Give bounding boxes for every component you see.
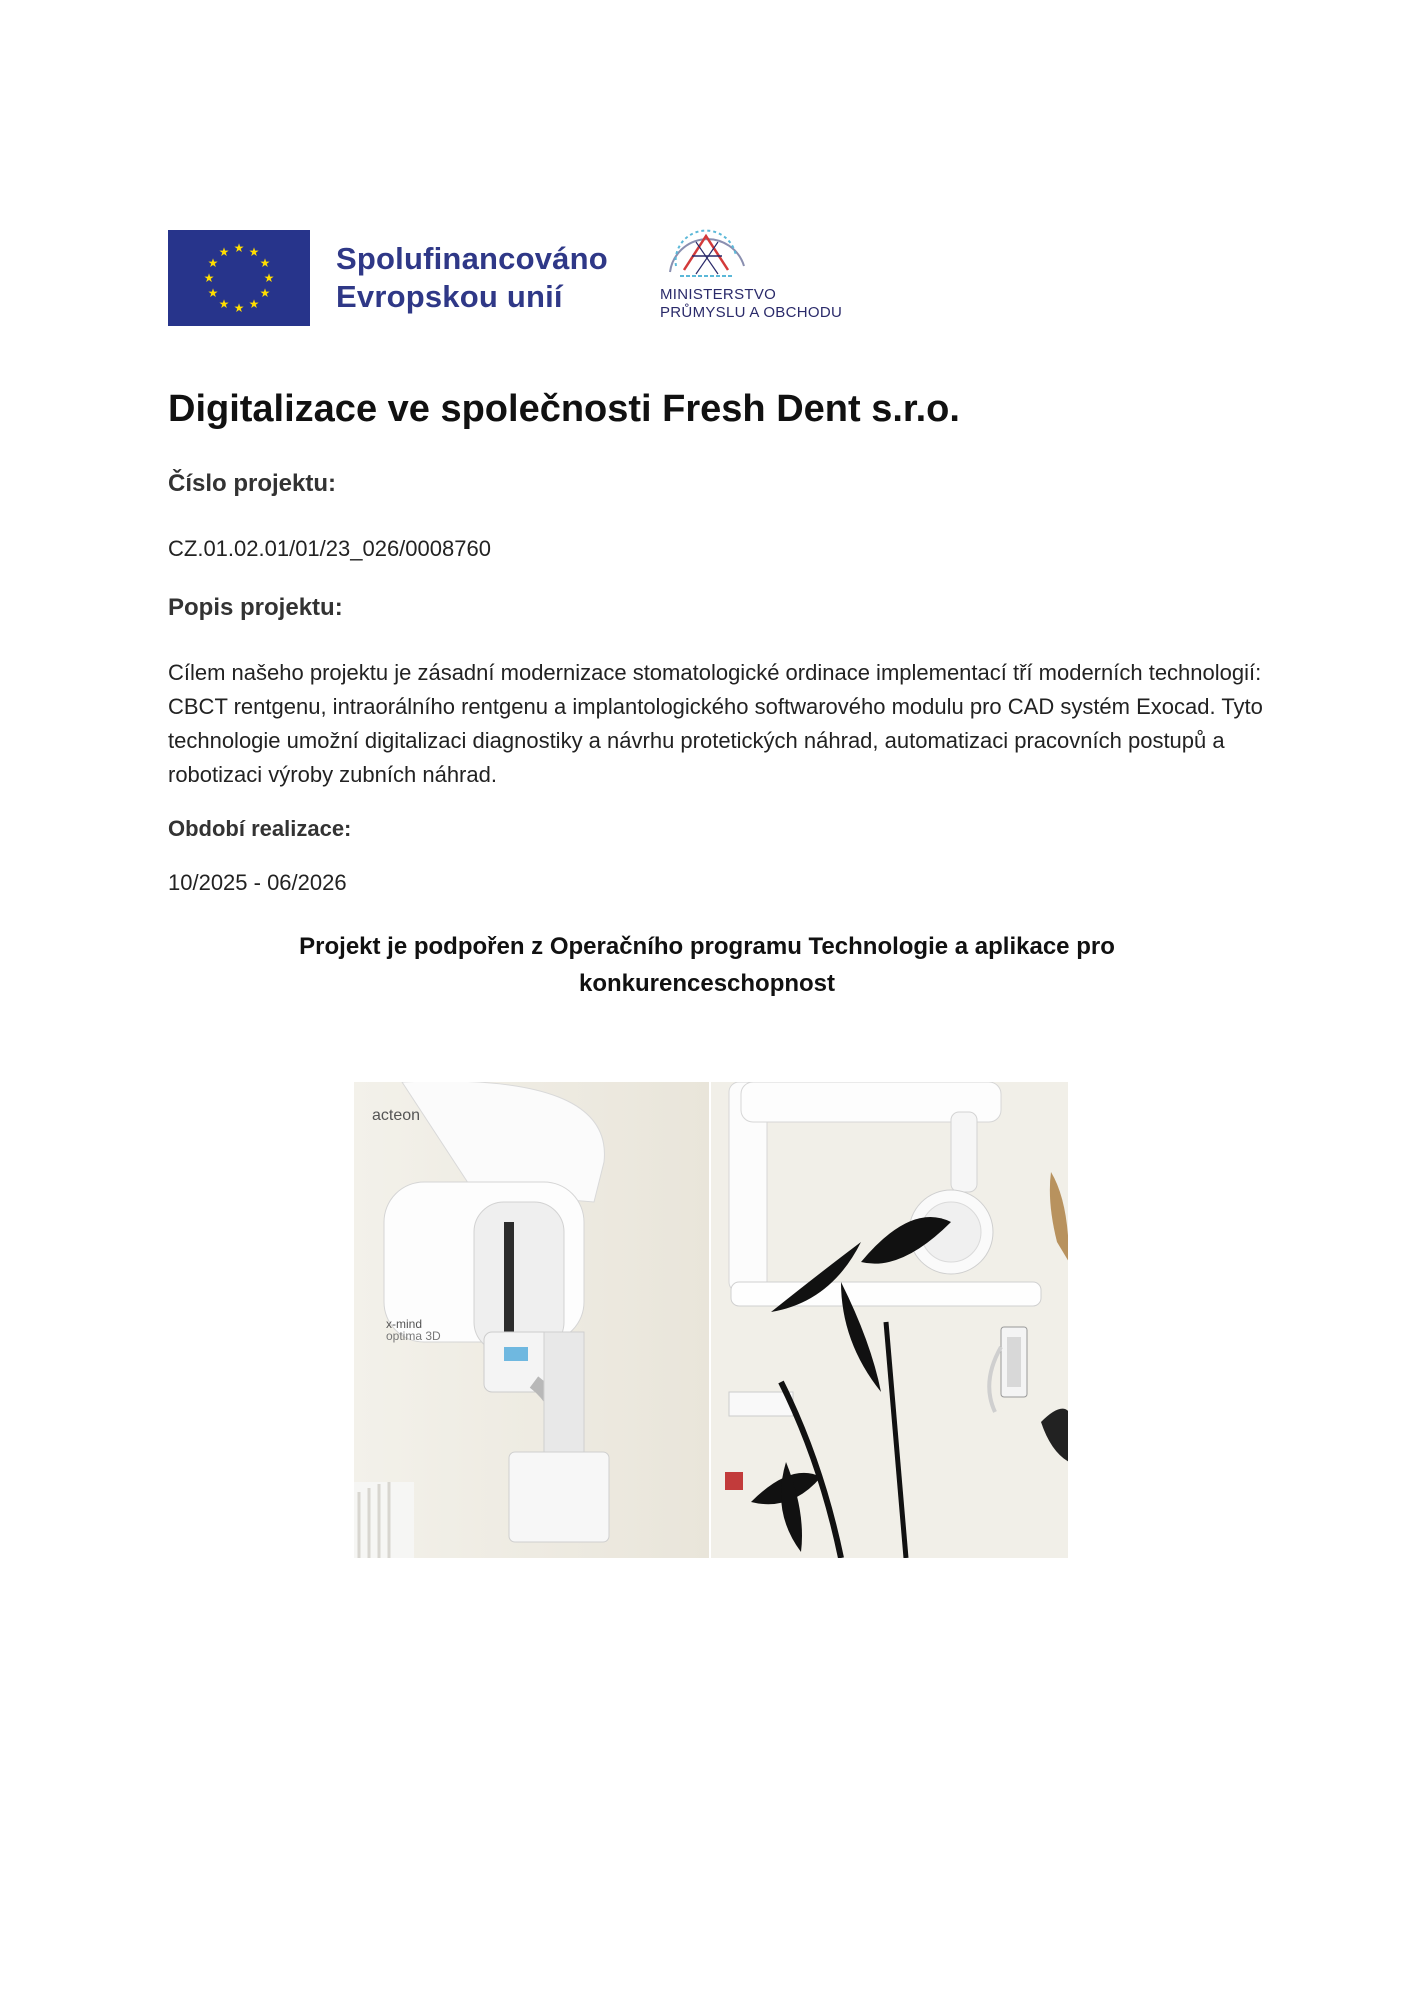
eu-star-icon: ★	[233, 241, 245, 255]
eu-star-icon: ★	[207, 286, 219, 300]
eu-star-icon: ★	[203, 271, 215, 285]
eu-cofinanced-text	[336, 240, 608, 316]
period-label: Období realizace:	[168, 816, 352, 841]
project-description: Cílem našeho projektu je zásadní modernizace stomatologické ordinace implementací tří moderních technologií: CBCT rentgenu, intraorálního rentgenu a implantologického softwarového modulu pro CAD systém Exocad. Tyto technologie umožní digitalizaci diagnostiky a návrhu protetických náhrad, automatizaci pracovních postupů a robotizaci výroby zubních náhrad.	[168, 660, 1263, 787]
eu-star-icon: ★	[263, 271, 275, 285]
support-line2: konkurenceschopnost	[578, 970, 836, 997]
model-text-line2: optima 3D	[386, 1329, 441, 1343]
project-number: CZ.01.02.01/01/23_026/0008760	[168, 536, 491, 561]
support-statement	[168, 928, 1246, 1002]
eu-star-icon: ★	[218, 296, 230, 311]
intraoral-xray-photo	[709, 1082, 1068, 1558]
eu-star-icon: ★	[259, 286, 271, 300]
eu-text-line1: Spolufinancováno	[336, 241, 608, 276]
cofinancing-logo-band	[168, 228, 854, 328]
ministry-text-line1: MINISTERSTVO	[660, 286, 777, 303]
ministry-logo	[652, 226, 856, 326]
eu-star-icon: ★	[218, 245, 230, 260]
eu-flag-icon	[168, 230, 310, 326]
ministry-globe-icon	[662, 226, 752, 284]
eu-star-icon: ★	[248, 296, 260, 311]
ministry-text-line2: PRŮMYSLU A OBCHODU	[660, 304, 843, 321]
eu-star-icon: ★	[207, 256, 219, 270]
acteon-brand-text: acteon	[372, 1107, 421, 1124]
project-number-label: Číslo projektu:	[168, 470, 337, 497]
equipment-photos	[354, 1082, 1068, 1558]
period-value: 10/2025 - 06/2026	[168, 870, 347, 895]
page-title: Digitalizace ve společnosti Fresh Dent s.r.o.	[168, 388, 960, 430]
model-text-line1: x-mind	[386, 1317, 423, 1331]
cbct-xray-photo	[354, 1082, 709, 1558]
eu-text-line2: Evropskou unií	[336, 279, 563, 314]
eu-star-icon: ★	[259, 256, 271, 270]
eu-star-icon: ★	[233, 301, 245, 315]
eu-star-icon: ★	[248, 245, 260, 260]
support-line1: Projekt je podpořen z Operačního programu Technologie a aplikace pro	[299, 933, 1115, 960]
description-label: Popis projektu:	[168, 594, 343, 621]
